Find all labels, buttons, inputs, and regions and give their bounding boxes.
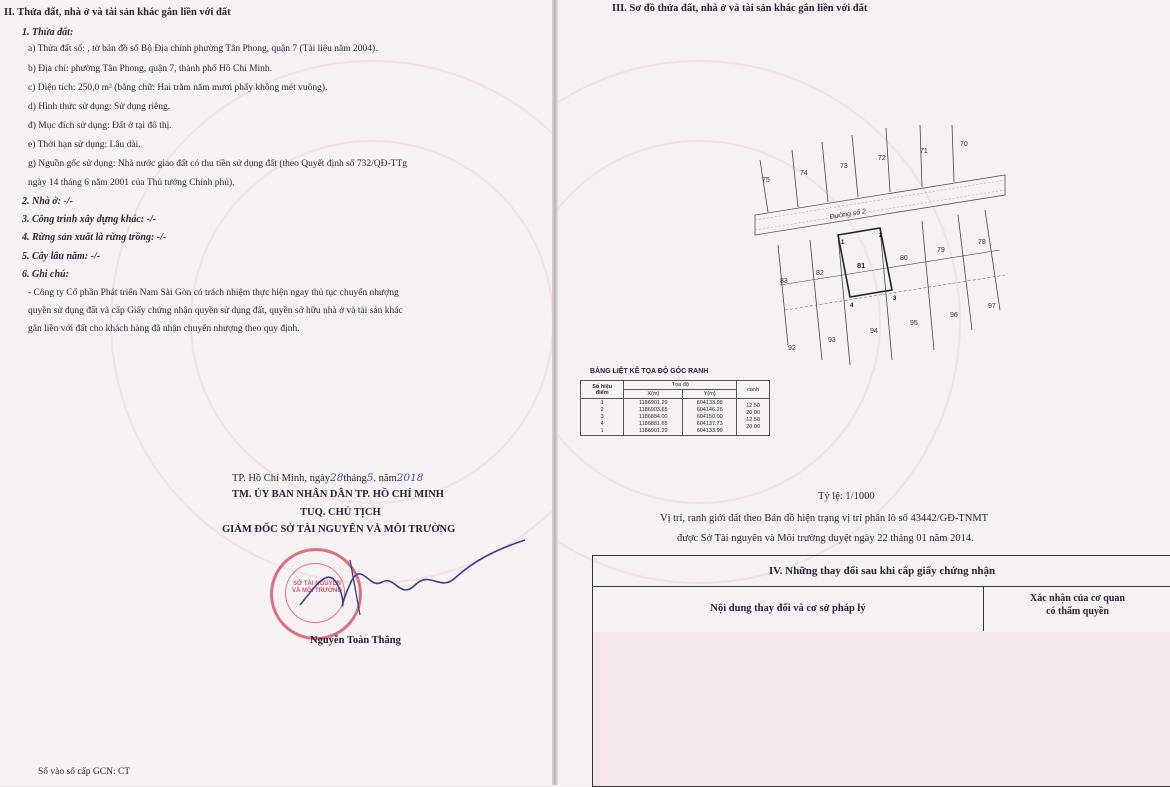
coords-table — [580, 380, 770, 436]
changes-col-content: Nội dung thay đổi và cơ sở pháp lý — [593, 587, 984, 631]
map-label-71: 71 — [920, 148, 928, 155]
changes-col-confirm: Xác nhận của cơ quan có thẩm quyền — [1029, 593, 1125, 617]
col-toado: Tọa độ — [624, 381, 737, 390]
parcel-number-line: a) Thửa đất số: , tờ bản đồ số Bộ Địa chính phường Tân Phong, quận 7 (Tài liệu năm 2004). — [28, 44, 378, 54]
map-source-note-2: được Sở Tài nguyên và Môi trường duyệt ngày 22 tháng 01 năm 2014. — [677, 533, 974, 544]
signature — [290, 520, 530, 630]
director-title: GIÁM ĐỐC SỞ TÀI NGUYÊN VÀ MÔI TRƯỜNG — [222, 524, 456, 535]
map-label-80: 80 — [900, 255, 908, 262]
col-point: Số hiệu điểm — [581, 381, 624, 399]
map-label-83: 83 — [780, 278, 788, 285]
authority-title: TM. ỦY BAN NHÂN DÂN TP. HỒ CHÍ MINH — [232, 489, 444, 500]
corner-4: 4 — [850, 303, 854, 309]
scale-label: Tỷ lệ: 1/1000 — [818, 491, 875, 502]
note-line-3: gắn liền với đất cho khách hàng đã nhận chuyển nhượng theo quy định. — [28, 324, 300, 334]
corner-2: 2 — [879, 233, 883, 239]
origin-line: g) Nguồn gốc sử dụng: Nhà nước giao đất có thu tiền sử dụng đất (theo Quyết định số 732/QĐ-TTg — [28, 159, 408, 169]
area-line: c) Diện tích: 250,0 m² (bằng chữ: Hai trăm năm mươi phẩy không mét vuông). — [28, 83, 328, 93]
map-label-70: 70 — [960, 141, 968, 148]
map-label-93: 93 — [828, 337, 836, 344]
watermark-circle — [190, 140, 553, 504]
map-label-74: 74 — [800, 170, 808, 177]
map-label-73: 73 — [840, 163, 848, 170]
forest-heading: 4. Rừng sản xuất là rừng trồng: -/- — [22, 232, 167, 243]
corner-3: 3 — [893, 296, 897, 302]
col-x: X(m) — [624, 390, 683, 399]
section-ii-title: II. Thửa đất, nhà ở và tài sản khác gắn liền với đất — [4, 7, 231, 18]
note-line-1: - Công ty Cổ phần Phát triển Nam Sài Gòn có trách nhiệm thực hiện ngay thủ tục chuyển nhượng — [28, 288, 399, 298]
coords-table-title: BẢNG LIỆT KÊ TỌA ĐỘ GÓC RANH — [590, 368, 709, 375]
road-label: Đường số 2 — [829, 208, 867, 221]
land-parcel-heading: 1. Thửa đất: — [22, 27, 74, 38]
tuq-title: TUQ. CHỦ TỊCH — [300, 507, 381, 518]
map-label-94: 94 — [870, 328, 878, 335]
notes-heading: 6. Ghi chú: — [22, 269, 69, 280]
map-label-81: 81 — [857, 261, 866, 270]
changes-title: IV. Những thay đổi sau khi cấp giấy chứng nhận — [593, 556, 1170, 587]
map-label-75: 75 — [762, 177, 770, 184]
map-label-92: 92 — [788, 345, 796, 352]
usage-form-line: d) Hình thức sử dụng: Sử dụng riêng. — [28, 102, 171, 112]
house-heading: 2. Nhà ở: -/- — [22, 196, 73, 207]
construction-heading: 3. Công trình xây dựng khác: -/- — [22, 214, 157, 225]
points-cell: 1 2 3 4 1 — [581, 399, 624, 436]
map-label-79: 79 — [937, 247, 945, 254]
col-y: Y(m) — [683, 390, 737, 399]
map-label-78: 78 — [978, 239, 986, 246]
map-label-96: 96 — [950, 312, 958, 319]
changes-body — [593, 632, 1170, 786]
origin-line-2: ngày 14 tháng 6 năm 2001 của Thủ tướng Chính phủ). — [28, 178, 235, 188]
section-iii-title: III. Sơ đồ thửa đất, nhà ở và tài sản khác gắn liền với đất — [612, 3, 868, 14]
left-page — [0, 0, 553, 785]
address-line: b) Địa chỉ: phường Tân Phong, quận 7, thành phố Hồ Chí Minh. — [28, 64, 273, 74]
x-cell: 1186901.29 1186903.65 1186884.00 1186881.65 1186901.29 — [624, 399, 683, 436]
perennial-heading: 5. Cây lâu năm: -/- — [22, 251, 101, 262]
edge-cell: 12.50 20.00 12.50 20.00 — [737, 399, 770, 436]
changes-table — [592, 555, 1170, 787]
seal-text: SỞ TÀI NGUYÊN VÀ MÔI TRƯỜNG — [291, 581, 343, 595]
corner-1: 1 — [841, 240, 845, 246]
usage-term-line: e) Thời hạn sử dụng: Lâu dài. — [28, 140, 141, 150]
parcel-map — [740, 120, 1020, 380]
usage-purpose-line: đ) Mục đích sử dụng: Đất ở tại đô thị. — [28, 121, 172, 131]
map-label-97: 97 — [988, 303, 996, 310]
map-label-95: 95 — [910, 320, 918, 327]
col-canh: cạnh — [737, 381, 770, 399]
note-line-2: quyền sử dụng đất và cấp Giấy chứng nhận quyền sử dụng đất, quyền sở hữu nhà ở và tài sản khác — [28, 306, 403, 316]
map-label-72: 72 — [878, 155, 886, 162]
register-number: Số vào sổ cấp GCN: CT — [38, 767, 131, 777]
signer-name: Nguyễn Toàn Thắng — [310, 635, 401, 646]
issue-date: TP. Hồ Chí Minh, ngày28tháng5. năm2018 — [232, 472, 424, 484]
y-cell: 604133.99 604146.26 604150.00 604137.73 604133.99 — [683, 399, 737, 436]
map-label-82: 82 — [816, 270, 824, 277]
map-source-note-1: Vị trí, ranh giới đất theo Bản đồ hiện trạng vị trí phân lô số 43442/GĐ-TNMT — [660, 513, 989, 524]
page-fold — [552, 0, 558, 785]
